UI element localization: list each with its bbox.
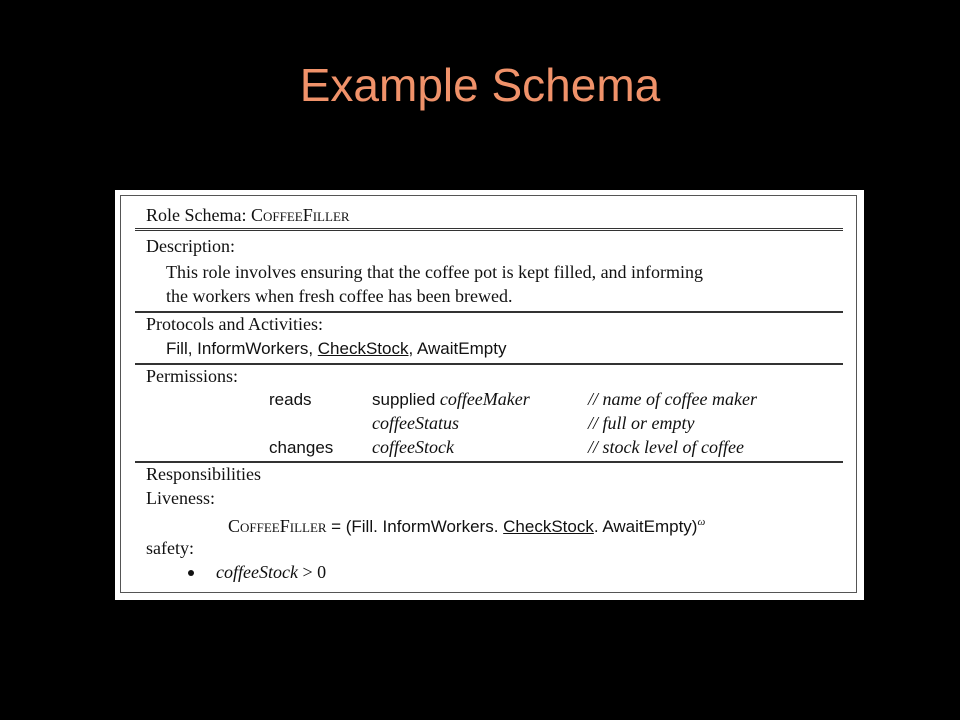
protocol-await-empty: AwaitEmpty (417, 339, 507, 358)
protocol-check-stock: CheckStock (317, 339, 409, 358)
permission-object-name: coffeeStatus (372, 413, 459, 433)
header-double-rule (135, 228, 843, 234)
permission-action: reads (269, 390, 312, 409)
liveness-omega: ω (697, 516, 706, 528)
role-schema-header (146, 205, 350, 225)
description-heading: Description: (146, 236, 235, 256)
liveness-role: CoffeeFiller (228, 516, 327, 536)
liveness-expr-start: = (Fill. InformWorkers. (331, 517, 504, 536)
protocol-fill: Fill (166, 339, 188, 358)
permission-object-name: coffeeMaker (439, 389, 530, 409)
role-name: CoffeeFiller (250, 205, 350, 225)
protocol-separator: , (408, 339, 417, 358)
description-line-1: This role involves ensuring that the coffee pot is kept filled, and informing (166, 262, 704, 282)
safety-label: safety: (146, 538, 194, 558)
safety-bullet (188, 570, 194, 576)
permission-comment: // name of coffee maker (588, 389, 757, 409)
protocols-list (166, 339, 506, 359)
description-line-2: the workers when fresh coffee has been brewed. (166, 286, 513, 306)
protocols-heading: Protocols and Activities: (146, 314, 323, 334)
permission-action: changes (269, 438, 334, 457)
safety-expression: > 0 (297, 562, 327, 582)
permission-qualifier: supplied (372, 390, 436, 409)
protocol-separator: , (308, 339, 318, 358)
permission-comment: // stock level of coffee (588, 437, 744, 457)
permissions-rule (135, 461, 843, 463)
liveness-formula (228, 512, 705, 537)
protocol-inform-workers: InformWorkers (197, 339, 309, 358)
slide-title: Example Schema (299, 59, 661, 111)
role-schema-label: Role Schema: (146, 205, 247, 225)
role-schema-card (115, 190, 864, 600)
liveness-check-stock: CheckStock (503, 517, 594, 536)
liveness-expr-end: . AwaitEmpty) (593, 517, 698, 536)
responsibilities-heading: Responsibilities (146, 464, 262, 484)
protocols-rule (135, 363, 843, 365)
safety-variable: coffeeStock (216, 562, 298, 582)
permissions-heading: Permissions: (146, 366, 239, 386)
permission-object-name: coffeeStock (372, 437, 454, 457)
liveness-label: Liveness: (146, 488, 215, 508)
permission-comment: // full or empty (588, 413, 695, 433)
description-rule (135, 311, 843, 313)
safety-condition (216, 562, 326, 582)
protocol-separator: , (187, 339, 198, 358)
permission-object (372, 389, 530, 410)
